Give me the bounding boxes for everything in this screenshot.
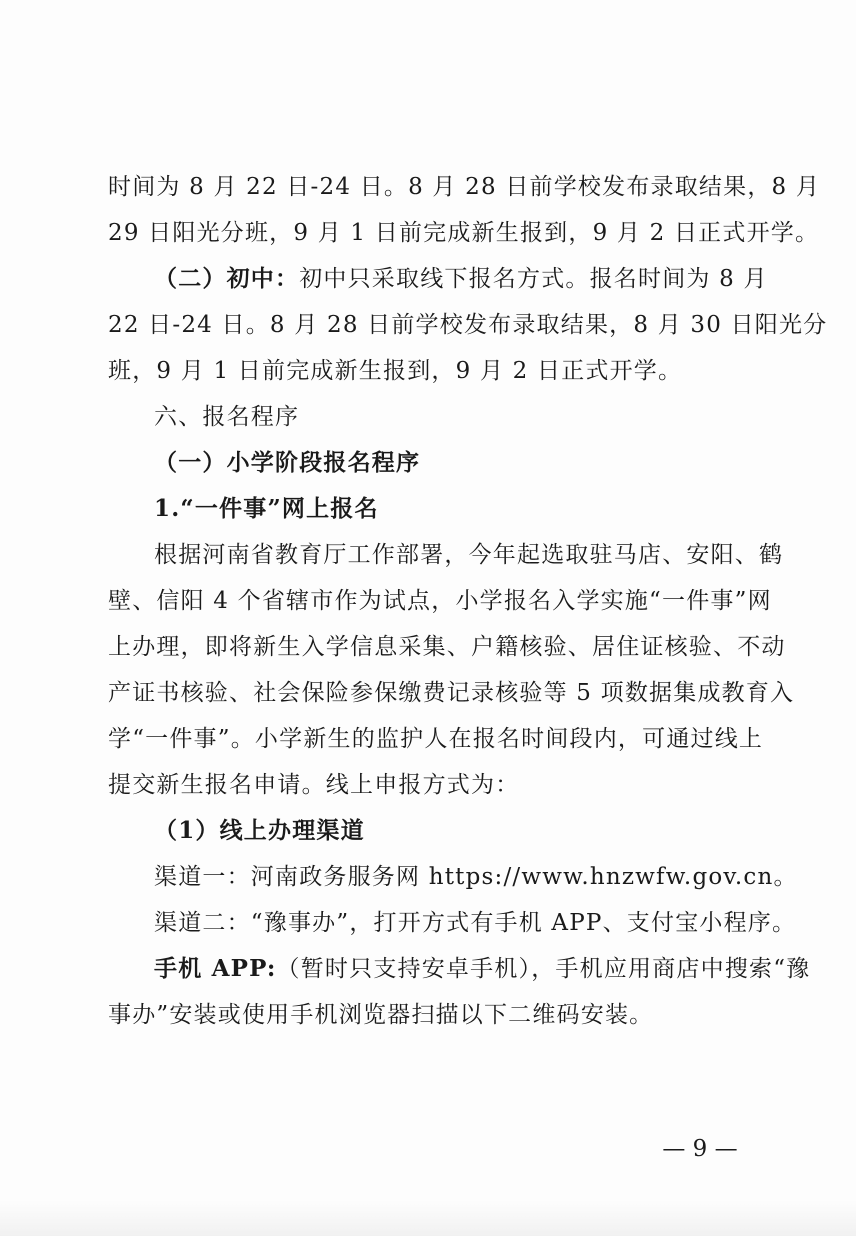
paragraph-line-app [154, 950, 811, 988]
paragraph-line: 事办”安装或使用手机浏览器扫描以下二维码安装。 [108, 1002, 654, 1028]
heading-online-registration: 1.“一件事”网上报名 [154, 495, 379, 522]
paragraph-line: 时间为 8 月 22 日-24 日。8 月 28 日前学校发布录取结果，8 月 [108, 174, 821, 200]
heading-primary-procedure: （一）小学阶段报名程序 [154, 449, 421, 476]
paragraph-line-section-2 [154, 260, 768, 298]
paragraph-line: 班，9 月 1 日前完成新生报到，9 月 2 日正式开学。 [108, 358, 683, 384]
paragraph-line: 22 日-24 日。8 月 28 日前学校发布录取结果，8 月 30 日阳光分 [108, 312, 828, 338]
page-edge-shadow [0, 1200, 856, 1236]
paragraph-line: 提交新生报名申请。线上申报方式为： [108, 772, 520, 798]
paragraph-line: 壁、信阳 4 个省辖市作为试点，小学报名入学实施“一件事”网 [108, 588, 772, 614]
page-number: — 9 — [662, 1136, 738, 1162]
app-label: 手机 APP: [154, 955, 277, 982]
section-2-text: 初中只采取线下报名方式。报名时间为 8 月 [299, 266, 768, 292]
channel-two: 渠道二：“豫事办”，打开方式有手机 APP、支付宝小程序。 [154, 910, 797, 936]
section-2-heading: （二）初中： [154, 265, 300, 292]
heading-registration-procedure: 六、报名程序 [154, 404, 300, 430]
paragraph-line: 上办理，即将新生入学信息采集、户籍核验、居住证核验、不动 [108, 634, 786, 660]
paragraph-line: 学“一件事”。小学新生的监护人在报名时间段内，可通过线上 [108, 726, 764, 752]
paragraph-line: 根据河南省教育厅工作部署，今年起选取驻马店、安阳、鹤 [154, 542, 784, 568]
paragraph-line: 产证书核验、社会保险参保缴费记录核验等 5 项数据集成教育入 [108, 680, 795, 706]
heading-online-channels: （1）线上办理渠道 [154, 817, 365, 844]
paragraph-line: 29 日阳光分班，9 月 1 日前完成新生报到，9 月 2 日正式开学。 [108, 220, 820, 246]
app-text: （暂时只支持安卓手机），手机应用商店中搜索“豫 [276, 956, 811, 982]
channel-one: 渠道一：河南政务服务网 https://www.hnzwfw.gov.cn。 [154, 864, 798, 890]
